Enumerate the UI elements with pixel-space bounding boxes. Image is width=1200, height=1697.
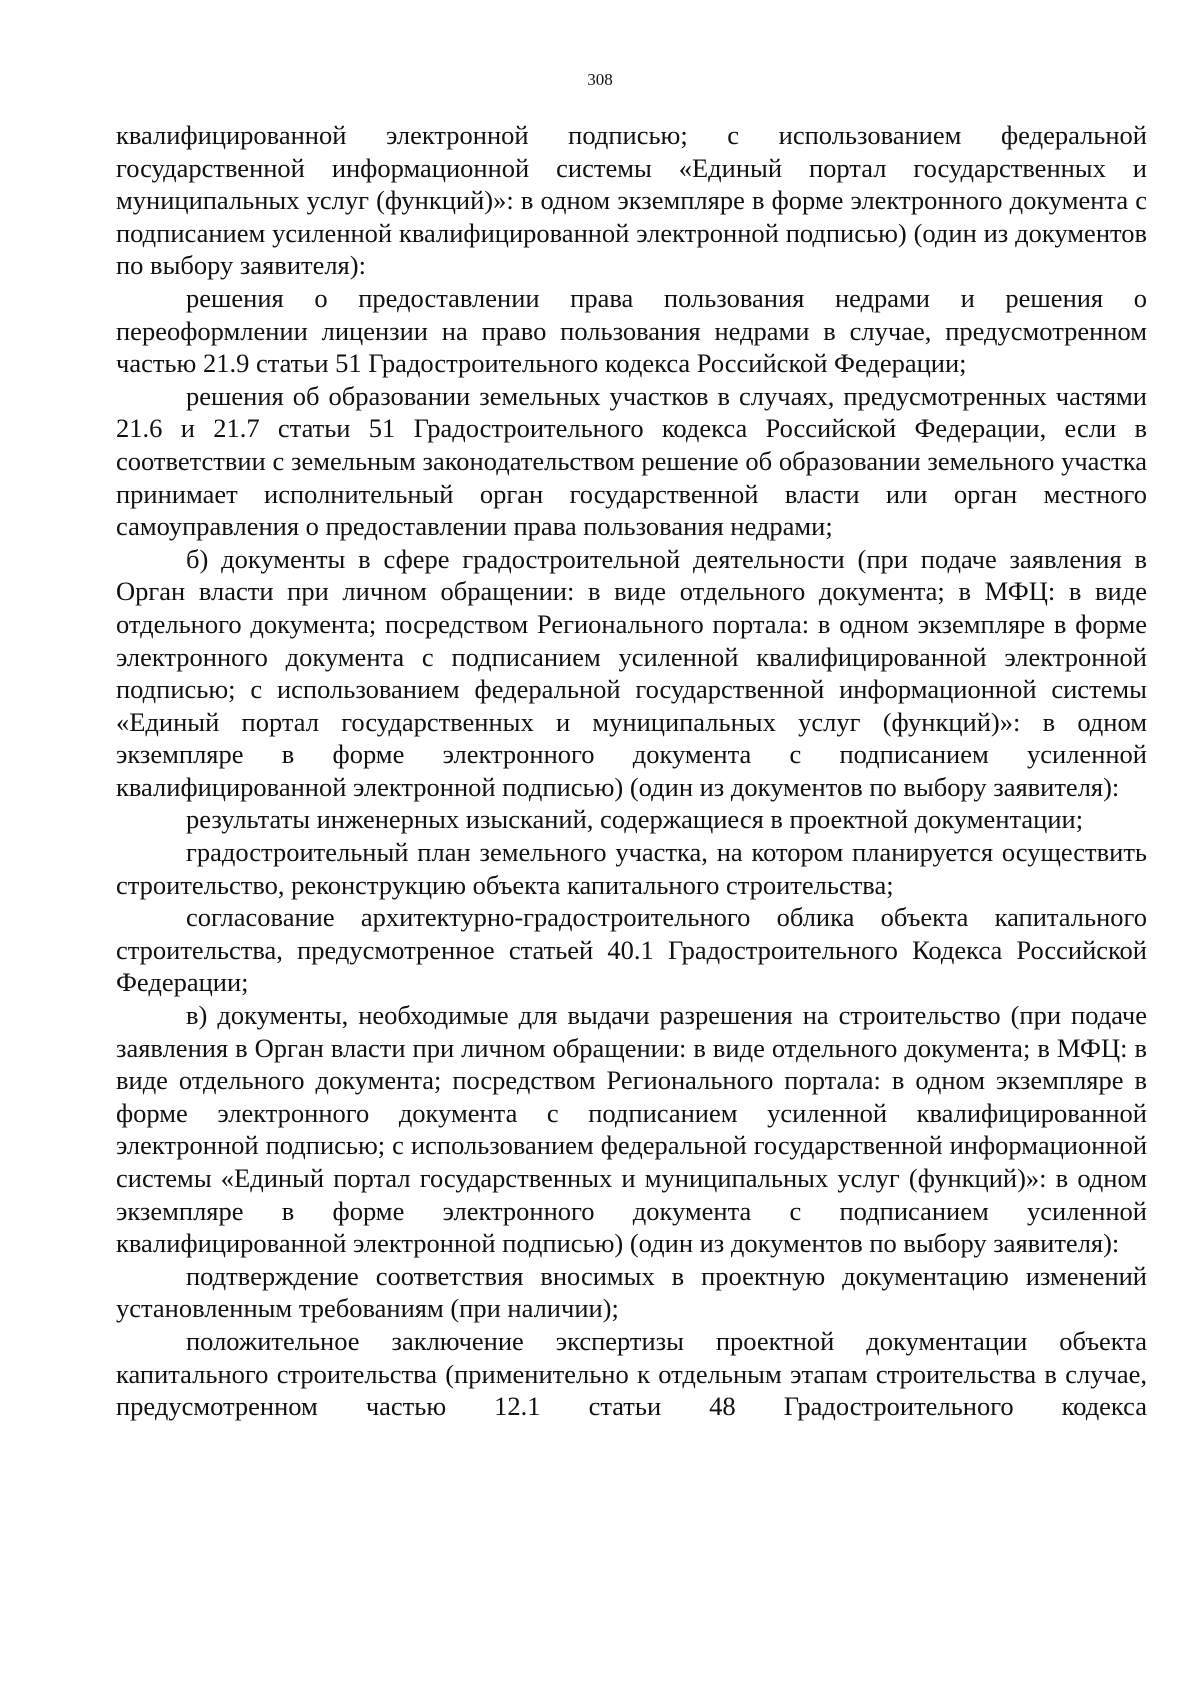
document-body xyxy=(116,119,1147,1423)
paragraph: положительное заключение экспертизы проектной документации объекта капитального строительства (применительно к отдельным этапам строительства в случае, предусмотренном частью 12.1 статьи 48 Градостроительного кодекса xyxy=(116,1325,1147,1422)
page-number: 308 xyxy=(587,70,613,89)
paragraph: квалифицированной электронной подписью; с использованием федеральной государственной информационной системы «Единый портал государственных и муниципальных услуг (функций)»: в одном экземпляре в форме электронного документа с подписанием усиленной квалифицированной электронной подписью) (один из документов по выбору заявителя): xyxy=(116,120,1147,281)
paragraph: решения об образовании земельных участков в случаях, предусмотренных частями 21.6 и 21.7 статьи 51 Градостроительного кодекса Российской Федерации, если в соответствии с земельным законодательством решение об образовании земельного участка принимает исполнительный орган государственной власти или орган местного самоуправления о предоставлении права пользования недрами; xyxy=(116,380,1147,542)
paragraph: решения о предоставлении права пользования недрами и решения о переоформлении лицензии на право пользования недрами в случае, предусмотренном частью 21.9 статьи 51 Градостроительного кодекса Российской Федерации; xyxy=(116,282,1147,379)
paragraph: согласование архитектурно-градостроительного облика объекта капитального строительства, предусмотренное статьей 40.1 Градостроительного Кодекса Российской Федерации; xyxy=(116,902,1147,998)
paragraph: в) документы, необходимые для выдачи разрешения на строительство (при подаче заявления в Орган власти при личном обращении: в виде отдельного документа; в МФЦ: в виде отдельного документа; посредством Регионального портала: в одном экземпляре в форме электронного документа с подписанием усиленной квалифицированной электронной подписью; с использованием федеральной государственной информационной системы «Единый портал государственных и муниципальных услуг (функций)»: в одном экземпляре в форме электронного документа с подписанием усиленной квалифицированной электронной подписью) (один из документов по выбору заявителя): xyxy=(116,1000,1147,1259)
paragraph: подтверждение соответствия вносимых в проектную документацию изменений установленным требованиям (при наличии); xyxy=(116,1260,1147,1324)
paragraph: градостроительный план земельного участка, на котором планируется осуществить строительство, реконструкцию объекта капитального строительства; xyxy=(116,837,1147,900)
paragraph: результаты инженерных изысканий, содержащиеся в проектной документации; xyxy=(186,804,1084,835)
paragraph: б) документы в сфере градостроительной деятельности (при подаче заявления в Орган власти при личном обращении: в виде отдельного документа; в МФЦ: в виде отдельного документа; посредством Регионального портала: в одном экземпляре в форме электронного документа с подписанием усиленной квалифицированной электронной подписью; с использованием федеральной государственной информационной системы «Единый портал государственных и муниципальных услуг (функций)»: в одном экземпляре в форме электронного документа с подписанием усиленной квалифицированной электронной подписью) (один из документов по выбору заявителя): xyxy=(116,543,1147,802)
